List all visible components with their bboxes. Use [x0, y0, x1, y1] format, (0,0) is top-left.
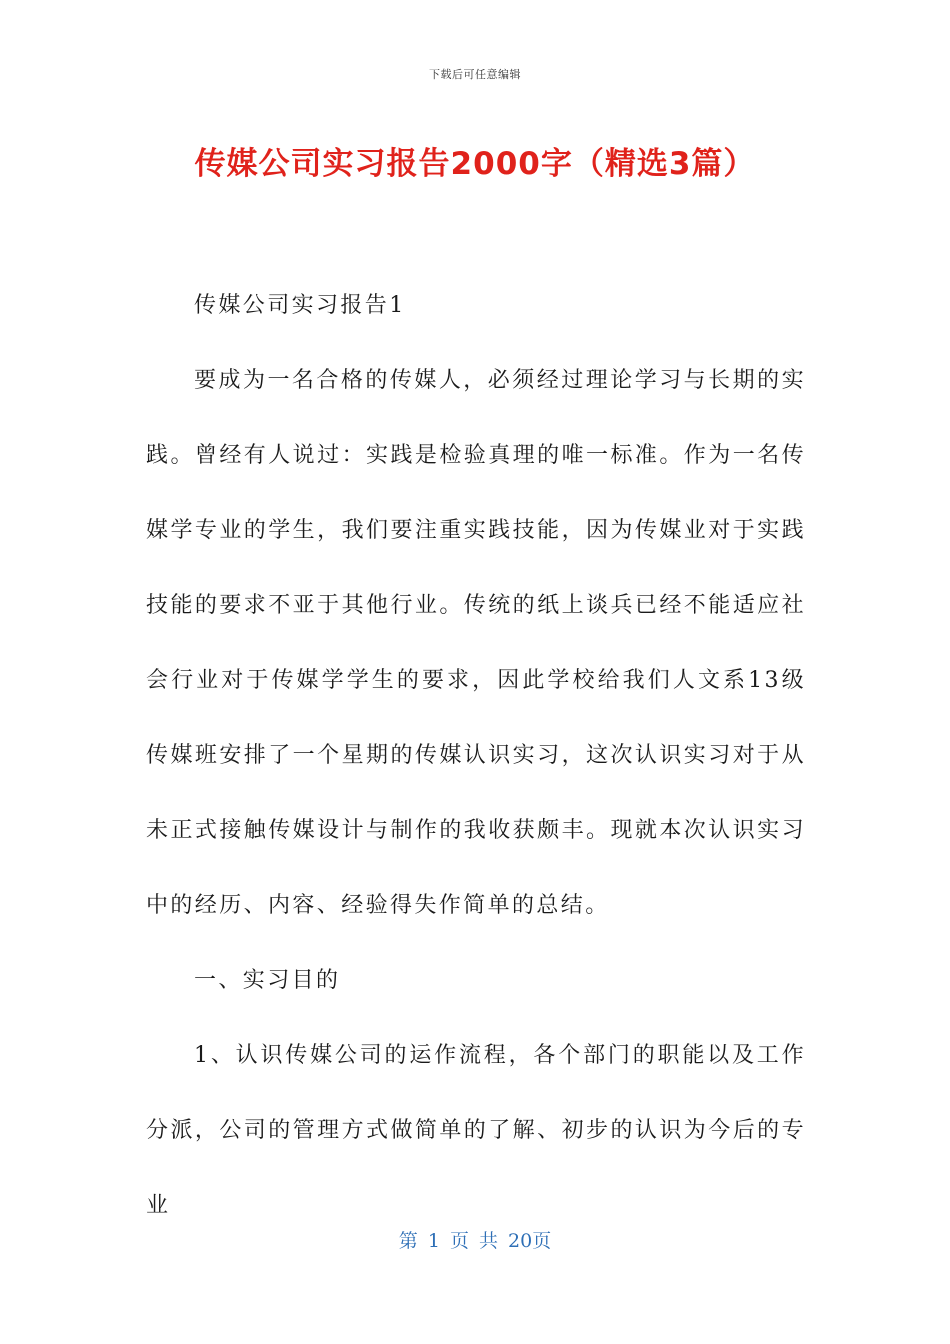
document-title: 传媒公司实习报告2000字（精选3篇）: [194, 146, 756, 182]
header-note: 下载后可任意编辑: [429, 68, 521, 81]
document-body: [146, 268, 806, 1243]
body-paragraph-purpose-1: 1、认识传媒公司的运作流程，各个部门的职能以及工作分派，公司的管理方式做简单的了解、初步的认识为今后的专业: [146, 1043, 806, 1218]
section-heading-purpose: 一、实习目的: [194, 968, 341, 993]
body-paragraph-intro: 要成为一名合格的传媒人，必须经过理论学习与长期的实践。曾经有人说过：实践是检验真理的唯一标准。作为一名传媒学专业的学生，我们要注重实践技能，因为传媒业对于实践技能的要求不亚于其他行业。传统的纸上谈兵已经不能适应社会行业对于传媒学学生的要求，因此学校给我们人文系13级传媒班安排了一个星期的传媒认识实习，这次认识实习对于从未正式接触传媒设计与制作的我收获颇丰。现就本次认识实习中的经历、内容、经验得失作简单的总结。: [146, 368, 806, 918]
page-footer: 第 1 页 共 20页: [398, 1230, 552, 1252]
section-heading-report-1: 传媒公司实习报告1: [194, 293, 406, 318]
